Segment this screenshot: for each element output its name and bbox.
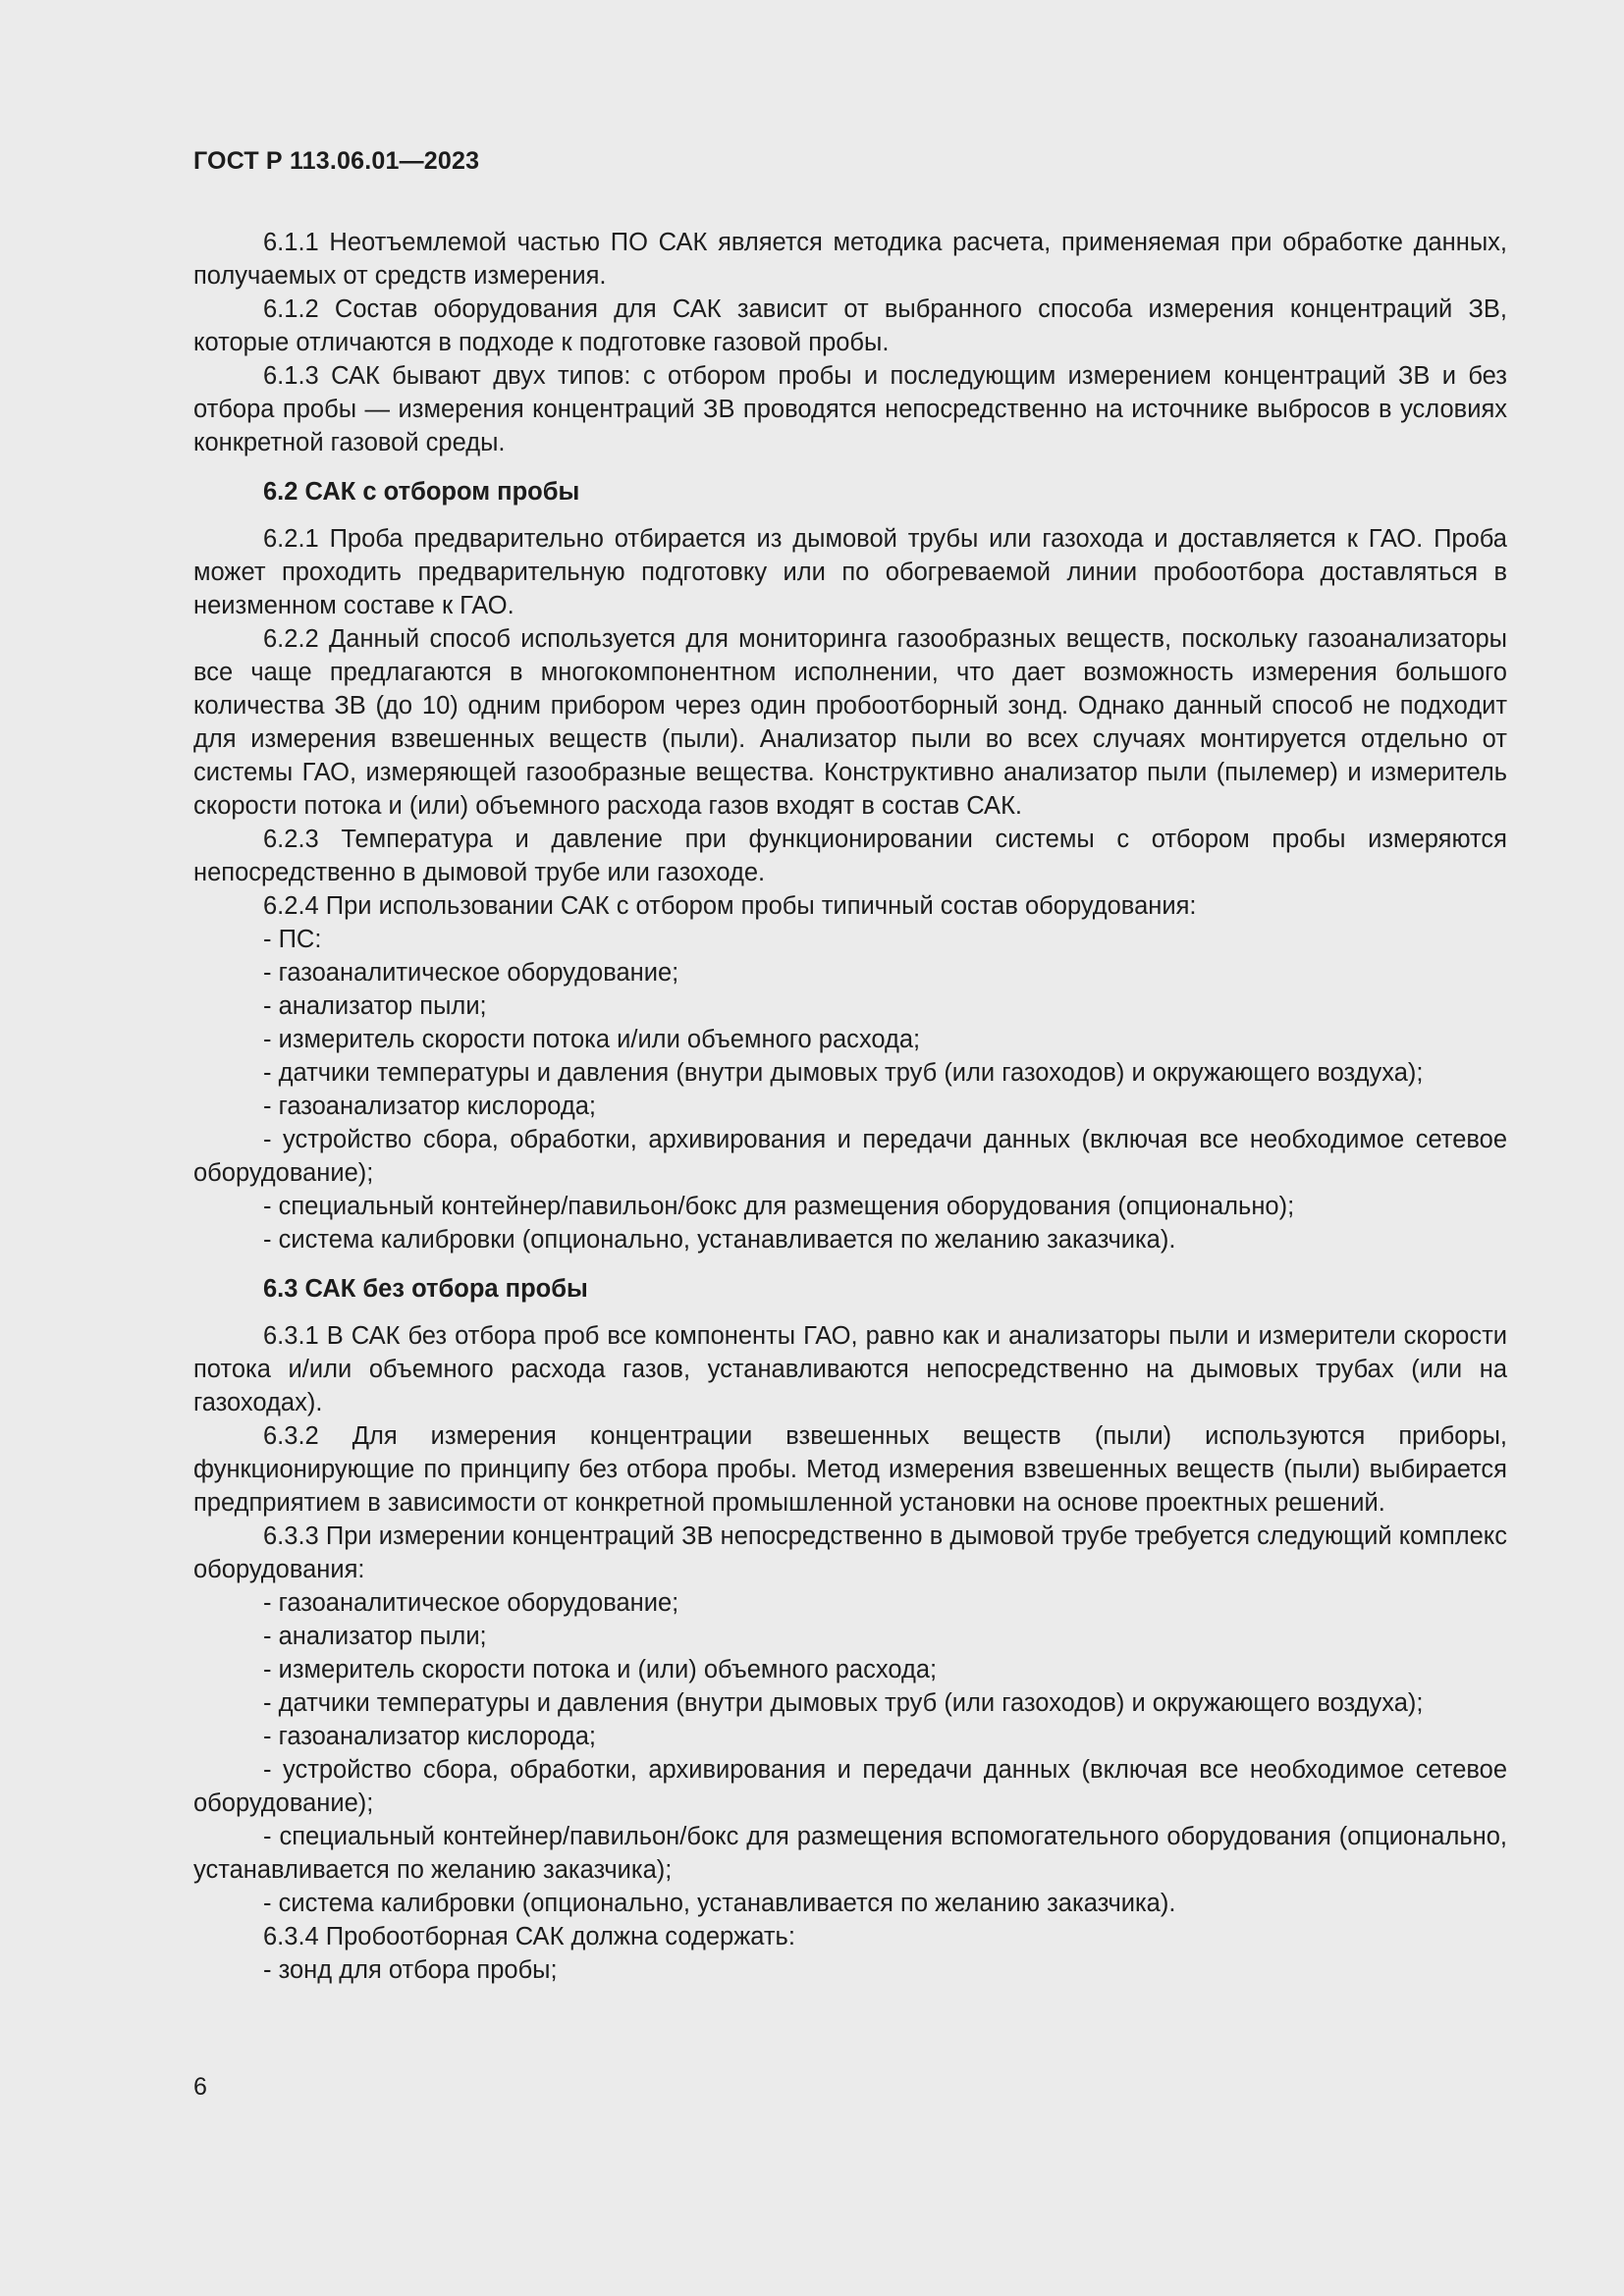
paragraph: 6.1.2 Состав оборудования для САК зависит от выбранного способа измерения концентраций ЗВ, которые отличаются в подходе к подготовке газовой пробы. [193, 295, 1507, 356]
list-item: - измеритель скорости потока и/или объемного расхода; [263, 1026, 921, 1053]
document-body [193, 226, 1507, 1987]
list-item: - газоанализатор кислорода; [263, 1093, 596, 1120]
paragraph: 6.1.1 Неотъемлемой частью ПО САК является методика расчета, применяемая при обработке данных, получаемых от средств измерения. [193, 229, 1507, 290]
paragraph: 6.1.3 САК бывают двух типов: с отбором пробы и последующим измерением концентраций ЗВ и без отбора пробы — измерения концентраций ЗВ проводятся непосредственно на источнике выбросов в условиях конкретной газовой среды. [193, 362, 1507, 456]
list-item: - устройство сбора, обработки, архивирования и передачи данных (включая все необходимое сетевое оборудование); [193, 1756, 1507, 1817]
list-item: - специальный контейнер/павильон/бокс для размещения оборудования (опционально); [263, 1193, 1295, 1220]
list-item: - газоаналитическое оборудование; [263, 959, 679, 987]
list-item: - газоанализатор кислорода; [263, 1723, 596, 1750]
list-item: - измеритель скорости потока и (или) объемного расхода; [263, 1656, 938, 1683]
list-item: - датчики температуры и давления (внутри дымовых труб (или газоходов) и окружающего воздуха); [263, 1689, 1424, 1717]
list-item: - анализатор пыли; [263, 992, 487, 1020]
paragraph: 6.2.1 Проба предварительно отбирается из дымовой трубы или газохода и доставляется к ГАО. Проба может проходить предварительную подготовку или по обогреваемой линии пробоотбора доставляться в неизменном составе к ГАО. [193, 525, 1507, 619]
paragraph: 6.2.2 Данный способ используется для мониторинга газообразных веществ, поскольку газоанализаторы все чаще предлагаются в многокомпонентном исполнении, что дает возможность измерения большого количества ЗВ (до 10) одним прибором через один пробоотборный зонд. Однако данный способ не подходит для измерения взвешенных веществ (пыли). Анализатор пыли во всех случаях монтируется отдельно от системы ГАО, измеряющей газообразные вещества. Конструктивно анализатор пыли (пылемер) и измеритель скорости потока и (или) объемного расхода газов входят в состав САК. [193, 625, 1507, 820]
list-item: - газоаналитическое оборудование; [263, 1589, 679, 1617]
section-heading: 6.2 САК с отбором пробы [263, 478, 580, 506]
paragraph: 6.2.3 Температура и давление при функционировании системы с отбором пробы измеряются непосредственно в дымовой трубе или газоходе. [193, 826, 1507, 886]
list-item: - система калибровки (опционально, устанавливается по желанию заказчика). [263, 1226, 1176, 1254]
list-item: - датчики температуры и давления (внутри дымовых труб (или газоходов) и окружающего воздуха); [263, 1059, 1424, 1087]
list-item: - зонд для отбора пробы; [263, 1956, 558, 1984]
paragraph: 6.2.4 При использовании САК с отбором пробы типичный состав оборудования: [263, 892, 1197, 920]
list-item: - устройство сбора, обработки, архивирования и передачи данных (включая все необходимое сетевое оборудование); [193, 1126, 1507, 1187]
paragraph: 6.3.3 При измерении концентраций ЗВ непосредственно в дымовой трубе требуется следующий комплекс оборудования: [193, 1522, 1507, 1583]
document-code-header: ГОСТ Р 113.06.01—2023 [193, 147, 480, 175]
paragraph: 6.3.4 Пробоотборная САК должна содержать: [263, 1923, 795, 1950]
list-item: - система калибровки (опционально, устанавливается по желанию заказчика). [263, 1890, 1176, 1917]
page-number: 6 [193, 2073, 207, 2101]
list-item: - анализатор пыли; [263, 1623, 487, 1650]
list-item: - ПС: [263, 926, 322, 953]
paragraph: 6.3.2 Для измерения концентрации взвешенных веществ (пыли) используются приборы, функционирующие по принципу без отбора пробы. Метод измерения взвешенных веществ (пыли) выбирается предприятием в зависимости от конкретной промышленной установки на основе проектных решений. [193, 1422, 1507, 1517]
paragraph: 6.3.1 В САК без отбора проб все компоненты ГАО, равно как и анализаторы пыли и измерители скорости потока и/или объемного расхода газов, устанавливаются непосредственно на дымовых трубах (или на газоходах). [193, 1322, 1507, 1416]
section-heading: 6.3 САК без отбора пробы [263, 1275, 588, 1303]
list-item: - специальный контейнер/павильон/бокс для размещения вспомогательного оборудования (опционально, устанавливается по желанию заказчика); [193, 1823, 1507, 1884]
